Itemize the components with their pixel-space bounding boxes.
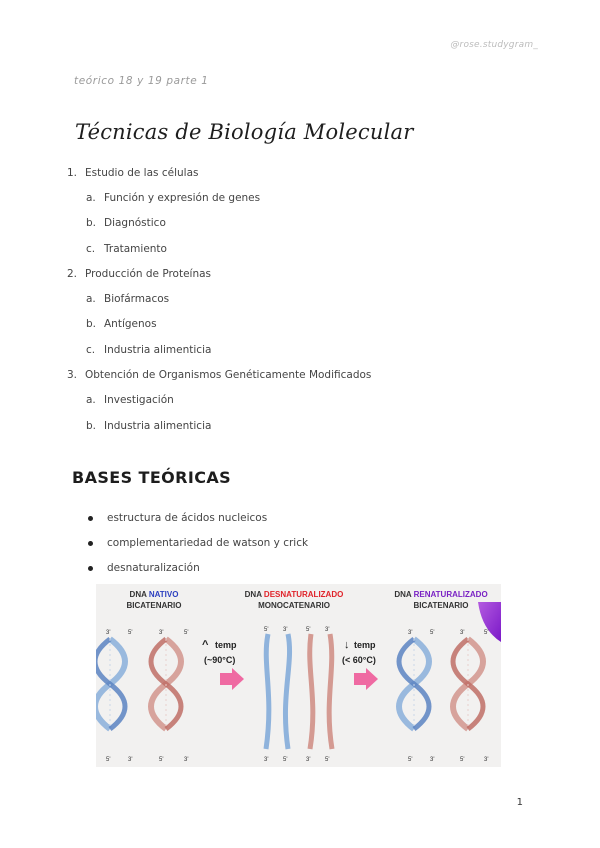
lecture-subtitle: teórico 18 y 19 parte 1 — [74, 75, 209, 87]
renatured-highlight: RENATURALIZADO — [413, 590, 488, 599]
native-subheading: BICATENARIO — [126, 601, 182, 610]
end-label: 5' — [430, 630, 435, 636]
list-item — [86, 318, 157, 330]
native-double-helix-left — [96, 639, 125, 729]
list-item-text: Diagnóstico — [104, 217, 166, 229]
cool-arrow-icon — [354, 668, 378, 690]
list-marker: a. — [86, 192, 96, 204]
cool-label: temp — [354, 640, 376, 650]
end-label: 5' — [325, 757, 330, 763]
list-item — [86, 420, 211, 432]
page-title: Técnicas de Biología Molecular — [75, 120, 414, 144]
dna-denaturation-figure — [96, 584, 501, 767]
list-item-text: Obtención de Organismos Genéticamente Modificados — [85, 369, 372, 381]
list-marker: 2. — [67, 268, 78, 280]
end-label: 3' — [460, 630, 465, 636]
list-item — [86, 293, 169, 305]
end-label: 5' — [128, 630, 133, 636]
end-label: 3' — [430, 757, 435, 763]
end-label: 5' — [283, 757, 288, 763]
list-item-text: Antígenos — [104, 318, 157, 330]
bullet-text: complementariedad de watson y crick — [107, 537, 309, 549]
native-double-helix-right — [151, 639, 181, 729]
end-label: 3' — [106, 630, 111, 636]
list-item-text: Industria alimenticia — [104, 344, 212, 356]
renatured-subheading: BICATENARIO — [413, 601, 469, 610]
renatured-double-helix-left — [399, 639, 429, 729]
list-item-text: Estudio de las células — [85, 167, 199, 179]
end-label: 5' — [460, 757, 465, 763]
renatured-double-helix-right — [453, 639, 483, 729]
list-marker: a. — [86, 394, 96, 406]
end-label: 5' — [264, 627, 269, 633]
heat-arrow-icon — [220, 668, 244, 690]
end-label: 5' — [306, 627, 311, 633]
list-marker: b. — [86, 420, 97, 432]
list-item-text: Biofármacos — [104, 293, 170, 305]
down-arrow-icon: ↓ — [344, 639, 350, 651]
list-item — [67, 268, 211, 280]
list-item — [86, 394, 174, 406]
cool-condition: (< 60°C) — [342, 655, 376, 665]
end-label: 5' — [484, 630, 489, 636]
corner-decoration — [478, 602, 501, 642]
denatured-highlight: DESNATURALIZADO — [263, 590, 344, 599]
list-item-text: Función y expresión de genes — [104, 192, 261, 204]
denatured-prefix: DNA — [244, 590, 264, 599]
end-label: 3' — [184, 757, 189, 763]
list-marker: a. — [86, 293, 96, 305]
native-prefix: DNA — [129, 590, 149, 599]
end-label: 3' — [306, 757, 311, 763]
bullet-dot — [88, 541, 93, 546]
bullet-dot — [88, 516, 93, 521]
list-marker: c. — [86, 344, 96, 356]
list-item-text: Investigación — [104, 394, 174, 406]
end-label: 3' — [128, 757, 133, 763]
bullet-dot — [88, 566, 93, 571]
heat-label: temp — [215, 640, 237, 650]
end-label: 5' — [106, 757, 111, 763]
list-item — [86, 192, 260, 204]
end-label: 5' — [184, 630, 189, 636]
page-number: 1 — [516, 797, 523, 808]
bullet-text: desnaturalización — [107, 562, 200, 574]
list-marker: b. — [86, 217, 97, 229]
list-item-text: Producción de Proteínas — [85, 268, 212, 280]
section-heading: BASES TEÓRICAS — [72, 468, 232, 487]
list-marker: c. — [86, 243, 96, 255]
watermark: @rose.studygram_ — [450, 40, 538, 50]
end-label: 3' — [325, 627, 330, 633]
end-label: 3' — [159, 630, 164, 636]
renatured-heading — [394, 590, 487, 599]
single-strands — [266, 634, 332, 749]
renatured-prefix: DNA — [394, 590, 414, 599]
native-highlight: NATIVO — [148, 590, 179, 599]
list-item — [67, 369, 371, 381]
native-heading — [130, 590, 179, 599]
end-label: 5' — [408, 757, 413, 763]
list-marker: b. — [86, 318, 97, 330]
up-arrow-icon: ^ — [202, 639, 209, 651]
denatured-subheading: MONOCATENARIO — [258, 601, 330, 610]
list-item — [86, 243, 167, 255]
list-item-text: Tratamiento — [104, 243, 167, 255]
list-marker: 1. — [67, 167, 78, 179]
end-label: 3' — [283, 627, 288, 633]
list-item — [86, 217, 166, 229]
end-label: 3' — [408, 630, 413, 636]
bullet-text: estructura de ácidos nucleicos — [107, 512, 268, 524]
end-label: 5' — [159, 757, 164, 763]
list-item — [86, 344, 211, 356]
list-item-text: Industria alimenticia — [104, 420, 212, 432]
denatured-heading — [245, 590, 344, 599]
end-label: 3' — [264, 757, 269, 763]
heat-condition: (~90°C) — [204, 655, 236, 665]
end-label: 3' — [484, 757, 489, 763]
list-item — [67, 167, 198, 179]
list-marker: 3. — [67, 369, 78, 381]
